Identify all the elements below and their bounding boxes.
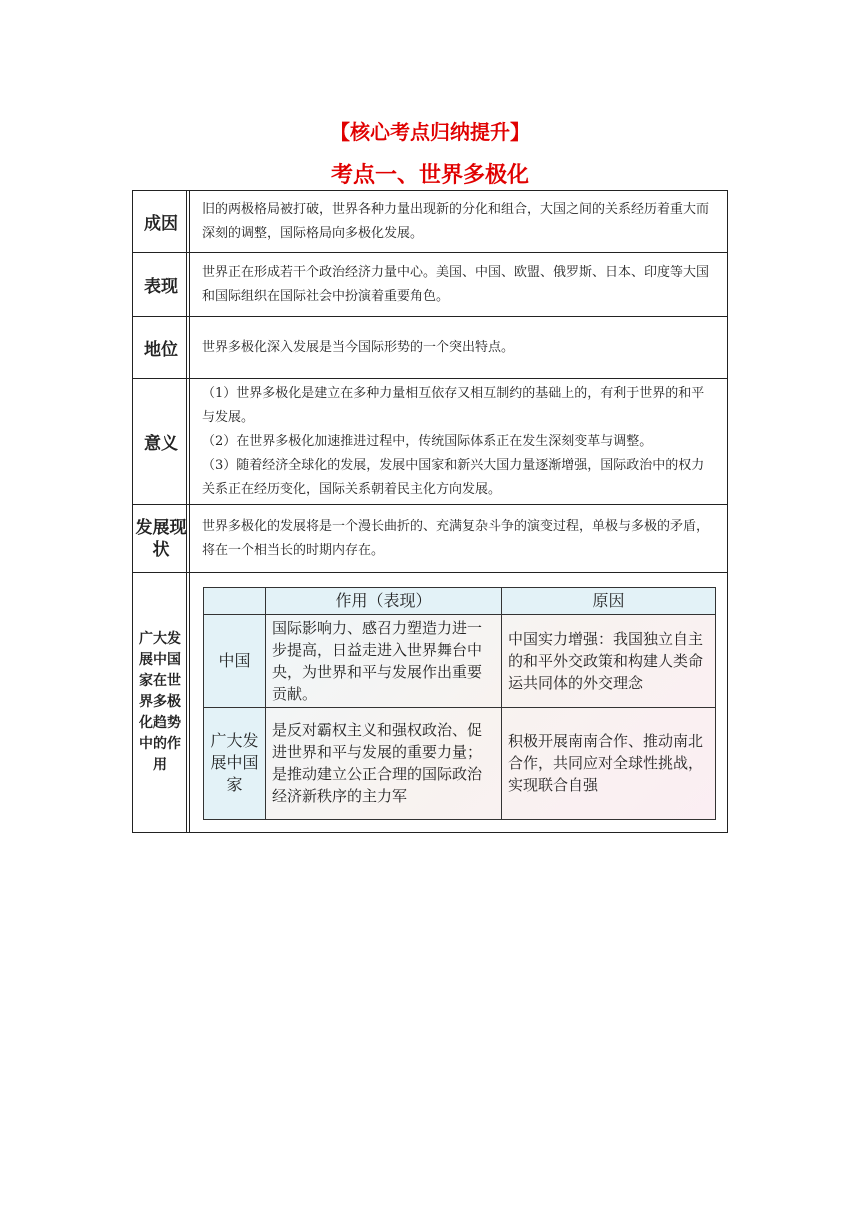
significance-point-3: （3）随着经济全球化的发展，发展中国家和新兴大国力量逐渐增强，国际政治中的权力关系正在经历变化，国际关系朝着民主化方向发展。 xyxy=(202,457,705,497)
table-row xyxy=(133,505,728,573)
inner-row-name: 中国 xyxy=(204,614,266,707)
inner-row-reason: 积极开展南南合作、推动南北合作，共同应对全球性挑战，实现联合自强 xyxy=(502,707,716,819)
row-text-significance xyxy=(190,379,728,505)
topic-title: 考点一、世界多极化 xyxy=(330,163,529,188)
table-row xyxy=(133,317,728,379)
row-label-manifestation: 表现 xyxy=(133,253,190,317)
row-label-development: 发展现状 xyxy=(133,505,190,573)
inner-row-china xyxy=(204,614,716,707)
significance-point-2: （2）在世界多极化加速推进过程中，传统国际体系正在发生深刻变革与调整。 xyxy=(202,433,653,449)
row-text-status: 世界多极化深入发展是当今国际形势的一个突出特点。 xyxy=(190,317,728,379)
table-row xyxy=(133,573,728,833)
significance-point-1: （1）世界多极化是建立在多种力量相互依存又相互制约的基础上的，有利于世界的和平与发展。 xyxy=(202,385,705,425)
inner-header-blank xyxy=(204,587,266,614)
inner-header-row xyxy=(204,587,716,614)
inner-header-reason: 原因 xyxy=(502,587,716,614)
row-label-status: 地位 xyxy=(133,317,190,379)
inner-row-developing xyxy=(204,707,716,819)
inner-row-role: 是反对霸权主义和强权政治、促进世界和平与发展的重要力量；是推动建立公正合理的国际政治经济新秩序的主力军 xyxy=(266,707,502,819)
row-text-manifestation: 世界正在形成若干个政治经济力量中心。美国、中国、欧盟、俄罗斯、日本、印度等大国和国际组织在国际社会中扮演着重要角色。 xyxy=(190,253,728,317)
inner-row-reason: 中国实力增强：我国独立自主的和平外交政策和构建人类命运共同体的外交理念 xyxy=(502,614,716,707)
row-label-role xyxy=(133,573,190,833)
row-text-development: 世界多极化的发展将是一个漫长曲折的、充满复杂斗争的演变过程，单极与多极的矛盾，将在一个相当长的时期内存在。 xyxy=(190,505,728,573)
row-text-cause: 旧的两极格局被打破，世界各种力量出现新的分化和组合，大国之间的关系经历着重大而深刻的调整，国际格局向多极化发展。 xyxy=(190,191,728,253)
role-label-text: 广大发展中国家在世界多极化趋势中的作用 xyxy=(139,631,181,773)
inner-row-name: 广大发展中国家 xyxy=(204,707,266,819)
table-row xyxy=(133,379,728,505)
table-row xyxy=(133,253,728,317)
summary-table xyxy=(132,190,728,833)
row-label-significance: 意义 xyxy=(133,379,190,505)
row-content-role xyxy=(190,573,728,833)
section-header: 【核心考点归纳提升】 xyxy=(330,120,530,144)
inner-header-role: 作用（表现） xyxy=(266,587,502,614)
inner-row-role: 国际影响力、感召力塑造力进一步提高，日益走进入世界舞台中央，为世界和平与发展作出重要贡献。 xyxy=(266,614,502,707)
row-label-cause: 成因 xyxy=(133,191,190,253)
role-comparison-table xyxy=(203,587,716,820)
table-row xyxy=(133,191,728,253)
